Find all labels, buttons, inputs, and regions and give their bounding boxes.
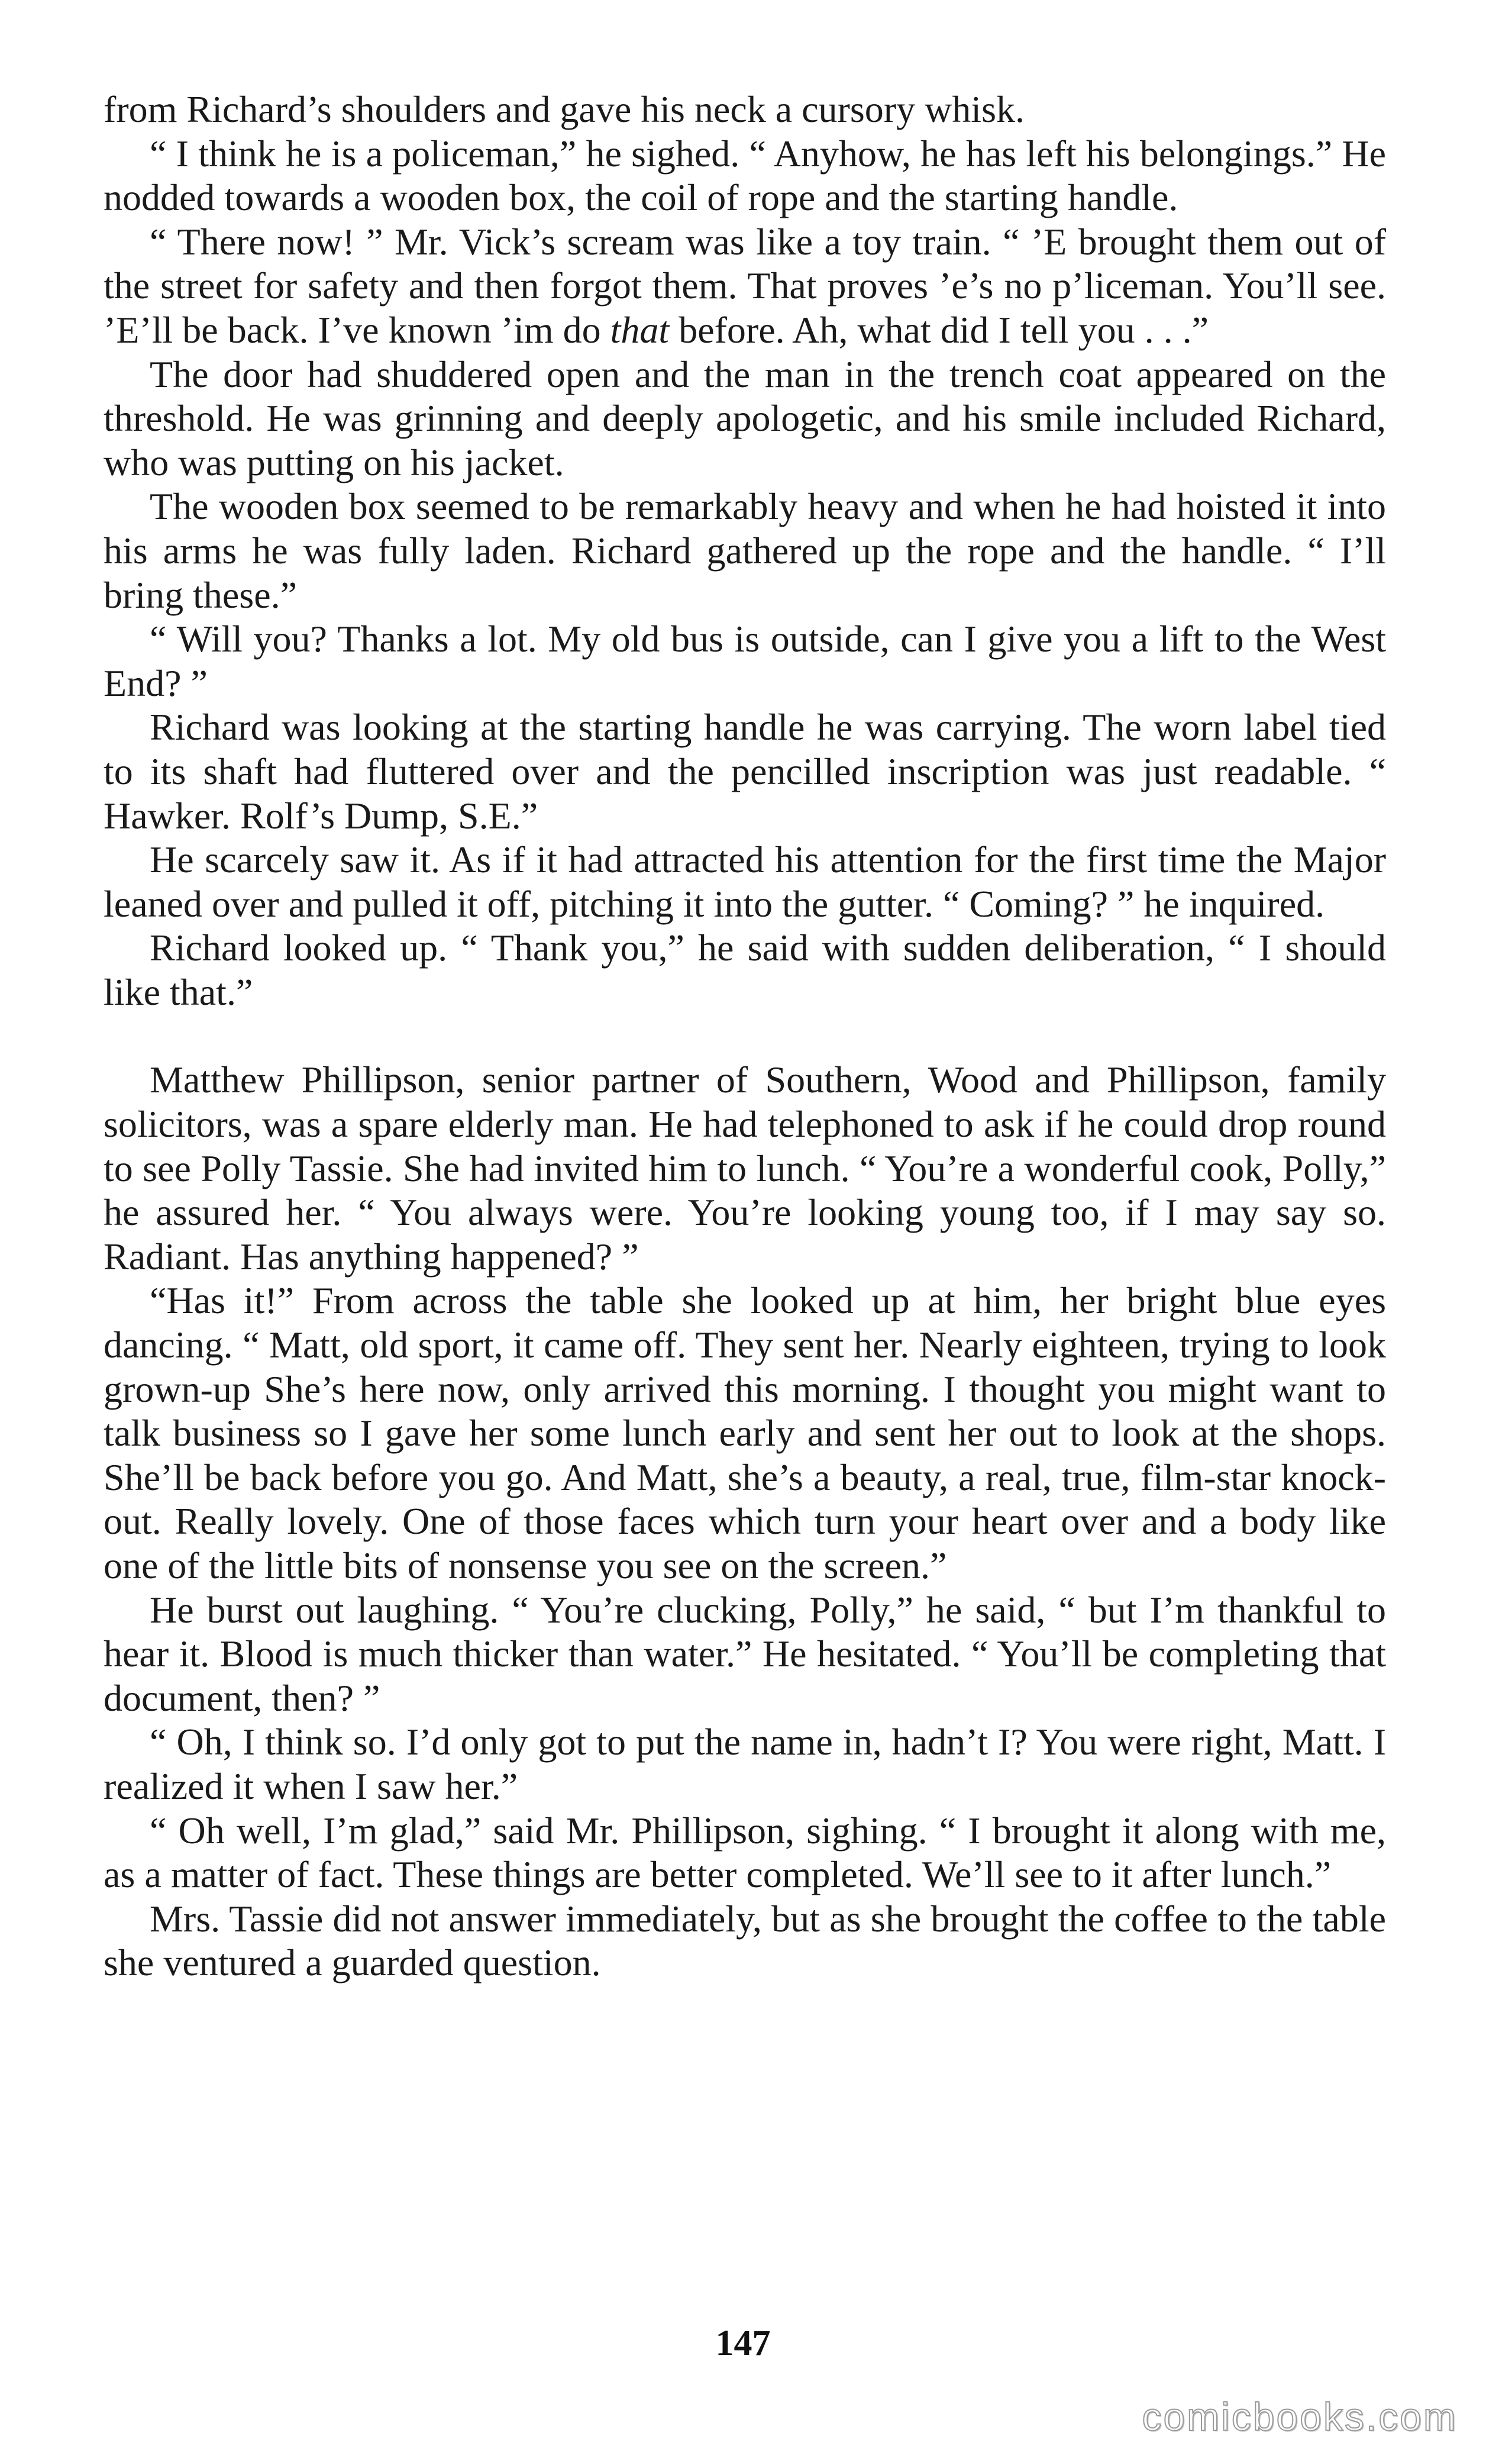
paragraph: Matthew Phillipson, senior partner of Southern, Wood and Phillipson, family solicitors, was a spare elderly man. He had telephoned to ask if he could drop round to see Polly Tassie. She had invited him to lunch. “ You’re a wonderful cook, Polly,” he assured her. “ You always were. You’re looking young too, if I may say so. Radiant. Has anything happened? ”: [104, 1059, 1386, 1278]
paragraph: Richard was looking at the starting handle he was carrying. The worn label tied to its shaft had fluttered over and the pencilled inscription was just readable. “ Hawker. Rolf’s Dump, S.E.”: [104, 706, 1386, 837]
italic-word: that: [610, 308, 670, 351]
paragraph: “ I think he is a policeman,” he sighed. “ Anyhow, he has left his belongings.” He nodded towards a wooden box, the coil of rope and the starting handle.: [104, 132, 1386, 219]
paragraph: Mrs. Tassie did not answer immediately, but as she brought the coffee to the table she ventured a guarded question.: [104, 1897, 1386, 1984]
paragraph-text: before. Ah, what did I tell you . . .”: [669, 308, 1209, 351]
paragraph: The door had shuddered open and the man in the trench coat appeared on the threshold. He was grinning and deeply apologetic, and his smile included Richard, who was putting on his jacket.: [104, 353, 1386, 483]
watermark: comicbooks.com: [1142, 2395, 1458, 2439]
section-break: [104, 1014, 1386, 1058]
page-number: 147: [715, 2323, 771, 2363]
paragraph: “ Oh well, I’m glad,” said Mr. Phillipson, sighing. “ I brought it along with me, as a matter of fact. These things are better completed. We’ll see to it after lunch.”: [104, 1809, 1386, 1896]
paragraph: He scarcely saw it. As if it had attracted his attention for the first time the Major leaned over and pulled it off, pitching it into the gutter. “ Coming? ” he inquired.: [104, 838, 1386, 925]
paragraph: He burst out laughing. “ You’re clucking, Polly,” he said, “ but I’m thankful to hear it. Blood is much thicker than water.” He hesitated. “ You’ll be completing that document, then? ”: [104, 1588, 1386, 1719]
paragraph: The wooden box seemed to be remarkably heavy and when he had hoisted it into his arms he was fully laden. Richard gathered up the rope and the handle. “ I’ll bring these.”: [104, 485, 1386, 616]
paragraph: “ Will you? Thanks a lot. My old bus is outside, can I give you a lift to the West End? ”: [104, 618, 1386, 704]
paragraph: [104, 220, 1386, 353]
paragraph: “ Oh, I think so. I’d only got to put the name in, hadn’t I? You were right, Matt. I realized it when I saw her.”: [104, 1721, 1386, 1807]
page-body: [104, 88, 1386, 1985]
paragraph: “Has it!” From across the table she looked up at him, her bright blue eyes dancing. “ Matt, old sport, it came off. They sent her. Nearly eighteen, trying to look grown-up She’s here now, only arrived this morning. I thought you might want to talk business so I gave her some lunch early and sent her out to look at the shops. She’ll be back before you go. And Matt, she’s a beauty, a real, true, film-star knock-out. Really lovely. One of those faces which turn your heart over and a body like one of the little bits of nonsense you see on the screen.”: [104, 1279, 1386, 1586]
paragraph: from Richard’s shoulders and gave his neck a cursory whisk.: [104, 88, 1025, 130]
paragraph: Richard looked up. “ Thank you,” he said with sudden deliberation, “ I should like that.”: [104, 927, 1386, 1013]
paragraph-text: “ There now! ” Mr. Vick’s scream was like a toy train. “ ’E brought them out of the street for safety and then forgot them. That proves ’e’s no p’liceman. You’ll see. ’E’ll be back. I’ve known ’im do: [104, 220, 1386, 351]
